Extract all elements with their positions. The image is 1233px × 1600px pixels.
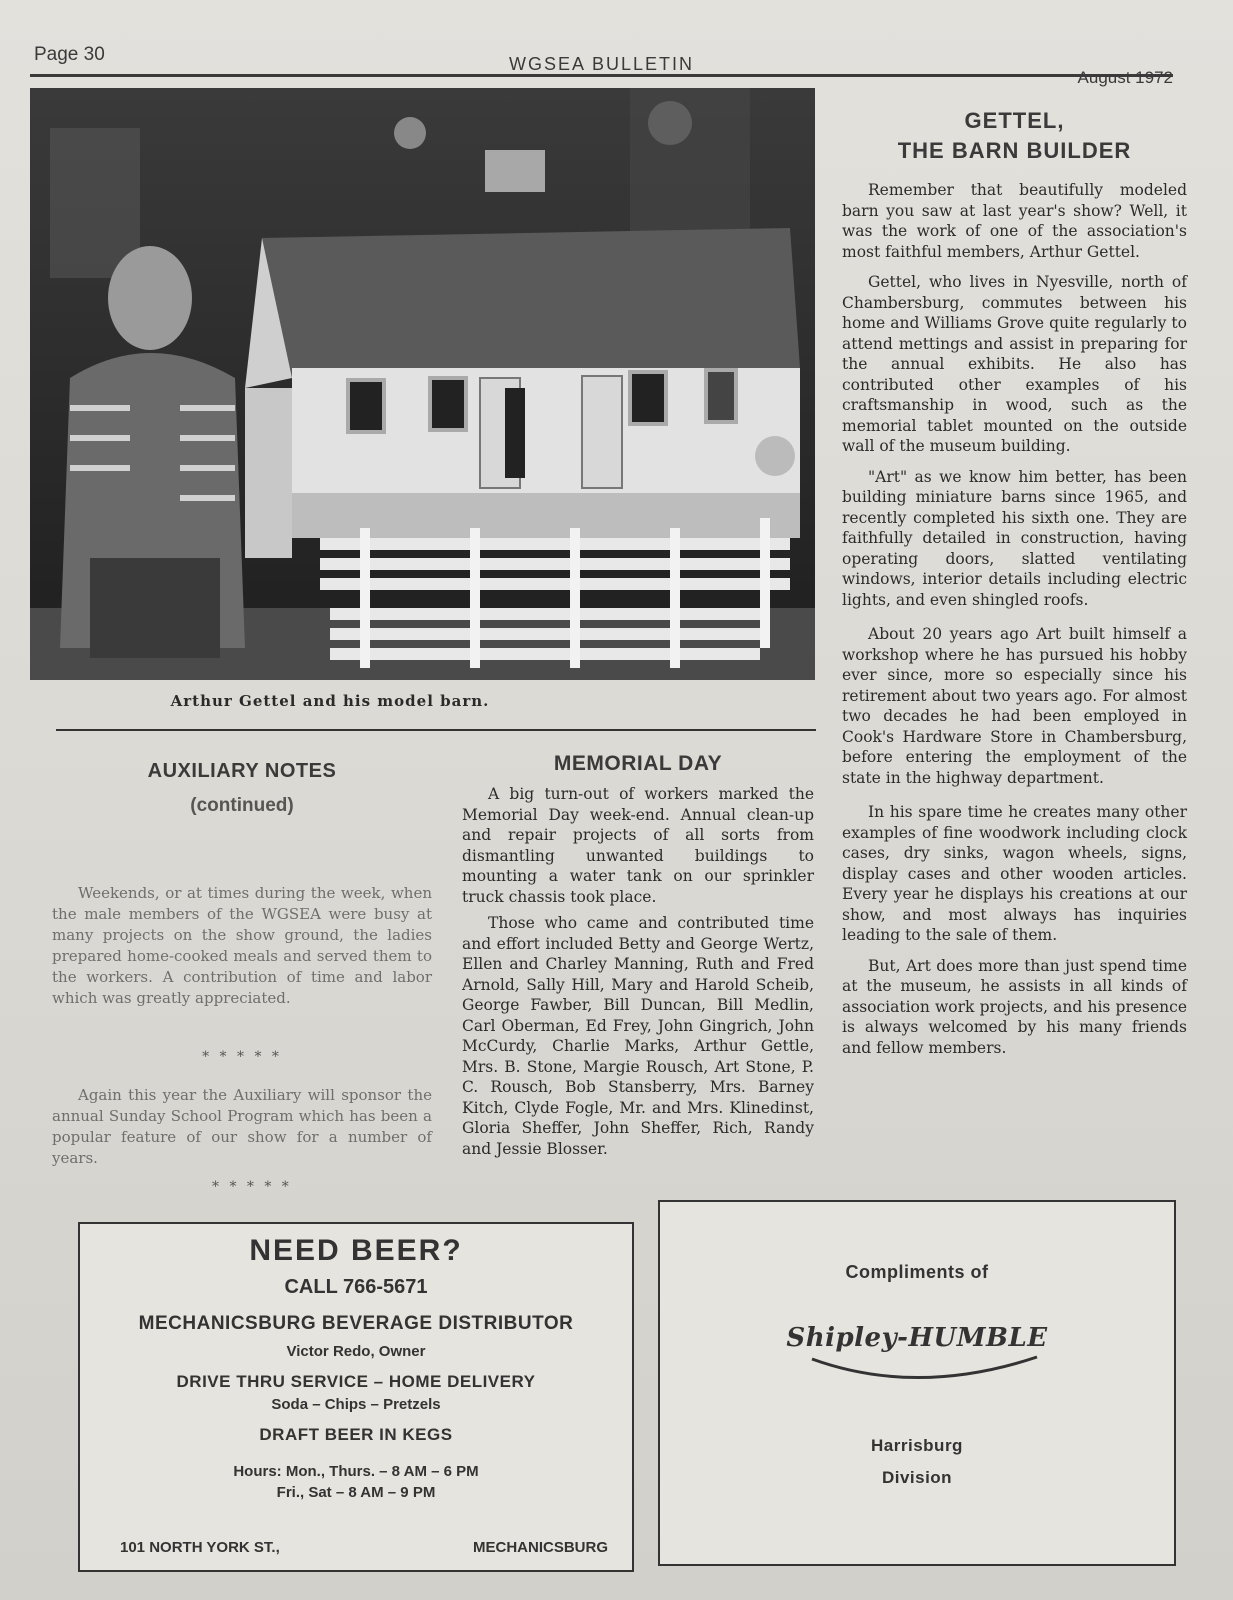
shipley-humble-logo: [782, 1323, 1052, 1392]
feature-article: [842, 106, 1187, 1068]
ad-city: Harrisburg: [871, 1436, 963, 1455]
logo-brand-text: Shipley-HUMBLE: [786, 1323, 1048, 1353]
auxiliary-subtitle: (continued): [190, 795, 294, 816]
publication-name: WGSEA BULLETIN: [508, 54, 695, 74]
ad-town: MECHANICSBURG: [473, 1539, 608, 1556]
ad-owner: Victor Redo, Owner: [286, 1343, 426, 1360]
ad-items: Soda – Chips – Pretzels: [271, 1396, 441, 1413]
feature-paragraph: Gettel, who lives in Nyesville, north of Chambersburg, commutes between his home and Williams Grove quite regularly to attend mettings and assist in preparing for the annual exhibits. He also has contributed other examples of his craftsmanship in wood, such as the memorial tablet mounted on the outside wall of the museum building.: [842, 273, 1187, 455]
feature-title-line2: THE BARN BUILDER: [897, 138, 1132, 163]
feature-paragraph: About 20 years ago Art built himself a workshop where he has pursued his hobby ever since, more so especially since his retirement about two years ago. For almost two decades he had been employed in Cook's Hardware Store in Chambersburg, before entering the employment of the state in the highway department.: [842, 625, 1187, 787]
ad-service: DRIVE THRU SERVICE – HOME DELIVERY: [176, 1372, 536, 1391]
feature-title-line1: GETTEL,: [964, 108, 1065, 133]
page-number: Page 30: [34, 44, 105, 65]
ad-hours-weekend: Fri., Sat – 8 AM – 9 PM: [276, 1484, 436, 1501]
ad-kegs: DRAFT BEER IN KEGS: [259, 1425, 453, 1444]
memorial-title: MEMORIAL DAY: [553, 752, 723, 775]
shipley-advertisement: [658, 1200, 1176, 1566]
barn-photo-illustration: [30, 88, 815, 680]
ad-compliments: Compliments of: [845, 1262, 989, 1282]
feature-paragraph: In his spare time he creates many other examples of fine woodwork including clock cases, dry sinks, wagon wheels, signs, display cases and other wooden articles. Every year he displays his creations at our show, and most always has inquiries leading to the sale of them.: [842, 803, 1187, 944]
feature-paragraph: But, Art does more than just spend time at the museum, he assists in all kinds of association work projects, and his presence is always welcomed by his many friends and fellow members.: [842, 956, 1187, 1057]
ad-hours-weekday: Hours: Mon., Thurs. – 8 AM – 6 PM: [233, 1463, 479, 1480]
photo-caption: Arthur Gettel and his model barn.: [170, 692, 490, 710]
section-divider: [56, 729, 816, 731]
barn-photo: [30, 88, 815, 680]
issue-date: August 1972: [1077, 68, 1173, 87]
ad-footer: [120, 1539, 608, 1556]
logo-swoosh-icon: [782, 1353, 1052, 1387]
auxiliary-paragraph: Again this year the Auxiliary will sponsor the annual Sunday School Program which has been a popular feature of our show for a number of years.: [52, 1086, 432, 1167]
memorial-day-article: [462, 752, 814, 1165]
separator: * * * * *: [212, 1179, 292, 1195]
beer-advertisement: [78, 1222, 634, 1572]
ad-phone: CALL 766-5671: [284, 1276, 428, 1298]
feature-paragraph: "Art" as we know him better, has been building miniature barns since 1965, and recently completed his sixth one. They are faithfully detailed in construction, having operating doors, slatted ventilating windows, interior details including electric lights, and even shingled roofs.: [842, 467, 1187, 609]
memorial-paragraph: A big turn-out of workers marked the Memorial Day week-end. Annual clean-up and repair projects of all sorts from dismantling unwanted buildings to mounting a water tank on our sprinkler truck chassis took place.: [462, 785, 814, 906]
memorial-paragraph: Those who came and contributed time and effort included Betty and George Wertz, Ellen and Charley Manning, Ruth and Fred Arnold, Sally Hill, Mary and Harold Scheib, George Fawber, Bill Duncan, Bill Medlin, Carl Oberman, Ed Frey, John Gingrich, John McCurdy, Charlie Marks, Arthur Gettle, Mrs. B. Stone, Margie Rousch, Art Stone, P. C. Rousch, Bob Stansberry, Mrs. Barney Kitch, Clyde Fogle, Mr. and Mrs. Klinedinst, Gloria Sheffer, John Sheffer, Rich, Randy and Jessie Blosser.: [462, 914, 814, 1158]
ad-company: MECHANICSBURG BEVERAGE DISTRIBUTOR: [138, 1313, 574, 1334]
page-header: [30, 40, 1173, 87]
auxiliary-title: AUXILIARY NOTES: [147, 760, 337, 782]
ad-division: Division: [881, 1468, 953, 1487]
feature-paragraph: Remember that beautifully modeled barn you saw at last year's show? Well, it was the work of one of the association's most faithful members, Arthur Gettel.: [842, 181, 1187, 261]
auxiliary-notes: [52, 760, 432, 1195]
auxiliary-paragraph: Weekends, or at times during the week, when the male members of the WGSEA were busy at many projects on the show ground, the ladies prepared home-cooked meals and served them to the workers. A contribution of time and labor which was greatly appreciated.: [52, 884, 432, 1007]
separator: * * * * *: [202, 1049, 282, 1065]
ad-address: 101 NORTH YORK ST.,: [120, 1539, 280, 1556]
ad-headline: NEED BEER?: [249, 1234, 463, 1267]
ad-hours: [80, 1461, 632, 1503]
